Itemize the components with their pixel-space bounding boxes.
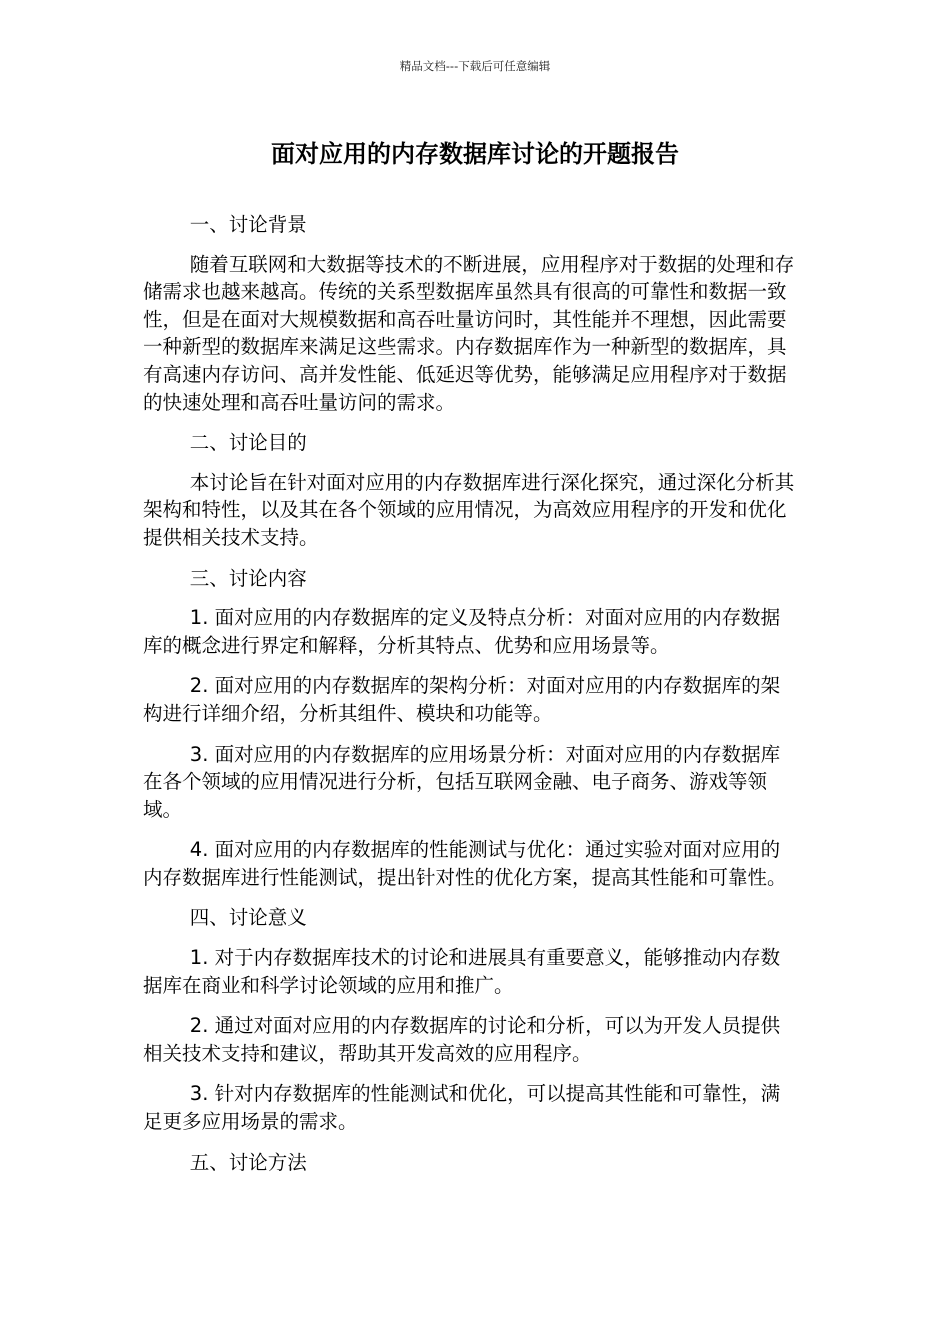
- significance-item-3: 3. 针对内存数据库的性能测试和优化，可以提高其性能和可靠性，满足更多应用场景的需求。: [143, 1082, 781, 1134]
- page-header-note: 精品文档---下载后可任意编辑: [399, 59, 551, 73]
- significance-item-1: 1. 对于内存数据库技术的讨论和进展具有重要意义，能够推动内存数据库在商业和科学讨论领域的应用和推广。: [143, 946, 781, 997]
- section-heading-background: 一、讨论背景: [189, 213, 307, 236]
- background-paragraph: 随着互联网和大数据等技术的不断进展，应用程序对于数据的处理和存储需求也越来越高。传统的关系型数据库虽然具有很高的可靠性和数据一致性，但是在面对大规模数据和高吞吐量访问时，其性能并不理想，因此需要一种新型的数据库来满足这些需求。内存数据库作为一种新型的数据库，具有高速内存访问、高并发性能、低延迟等优势，能够满足应用程序对于数据的快速处理和高吞吐量访问的需求。: [143, 252, 795, 414]
- significance-item-2: 2. 通过对面对应用的内存数据库的讨论和分析，可以为开发人员提供相关技术支持和建议，帮助其开发高效的应用程序。: [143, 1014, 781, 1065]
- section-heading-content: 三、讨论内容: [189, 566, 307, 590]
- section-heading-significance: 四、讨论意义: [189, 906, 307, 930]
- section-heading-method: 五、讨论方法: [189, 1150, 307, 1174]
- purpose-paragraph: 本讨论旨在针对面对应用的内存数据库进行深化探究，通过深化分析其架构和特性，以及其在各个领域的应用情况，为高效应用程序的开发和优化提供相关技术支持。: [143, 470, 795, 549]
- content-item-3: 3. 面对应用的内存数据库的应用场景分析：对面对应用的内存数据库在各个领域的应用情况进行分析，包括互联网金融、电子商务、游戏等领域。: [143, 742, 781, 821]
- document-body: [143, 211, 799, 1188]
- section-heading-purpose: 二、讨论目的: [189, 431, 307, 455]
- content-item-4: 4. 面对应用的内存数据库的性能测试与优化：通过实验对面对应用的内存数据库进行性能测试，提出针对性的优化方案，提高其性能和可靠性。: [143, 838, 787, 889]
- content-item-1: 1. 面对应用的内存数据库的定义及特点分析：对面对应用的内存数据库的概念进行界定和解释，分析其特点、优势和应用场景等。: [143, 606, 781, 657]
- document-title: 面对应用的内存数据库讨论的开题报告: [271, 140, 679, 168]
- content-item-2: 2. 面对应用的内存数据库的架构分析：对面对应用的内存数据库的架构进行详细介绍，分析其组件、模块和功能等。: [143, 674, 781, 725]
